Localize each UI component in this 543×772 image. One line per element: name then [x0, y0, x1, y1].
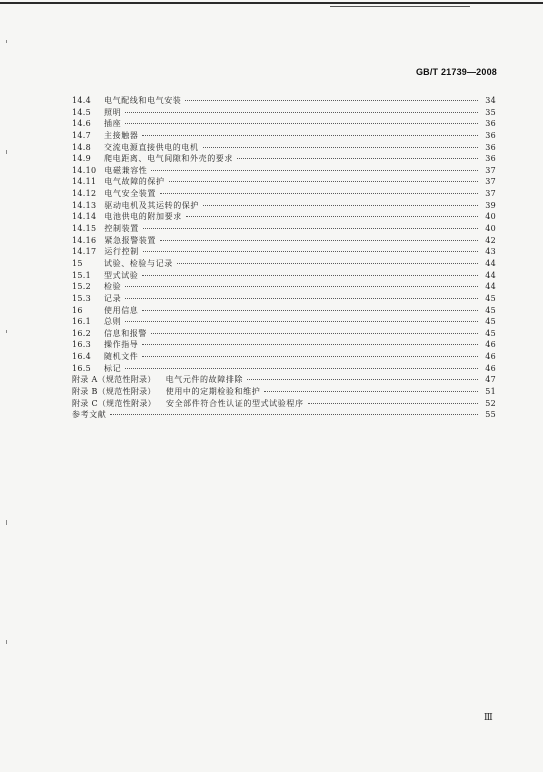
toc-entry-page: 51	[485, 387, 496, 397]
toc-dot-leader	[177, 255, 478, 264]
toc-entry-number: 14.12	[72, 189, 97, 199]
top-border-rule	[0, 2, 543, 4]
toc-entry-number: 16.1	[72, 317, 92, 327]
toc-entry-title: 电气元件的故障排除	[165, 375, 244, 385]
toc-entry-number: 15.3	[72, 293, 92, 303]
toc-entry-page: 45	[485, 305, 496, 315]
toc-dot-leader	[143, 220, 478, 229]
toc-entry-title: 使用信息	[104, 305, 139, 315]
toc-entry-title: 插座	[104, 119, 122, 129]
toc-entry-number: 14.8	[72, 142, 92, 152]
toc-dot-leader	[169, 173, 478, 182]
toc-entry[interactable]	[72, 408, 496, 420]
top-border-rule-secondary	[330, 6, 470, 7]
scan-edge-mark	[6, 40, 7, 43]
toc-entry-page: 45	[485, 317, 496, 327]
toc-entry-number: 附录 C（规范性附录）	[72, 398, 156, 408]
toc-entry-title: 使用中的定期检验和维护	[165, 387, 261, 397]
toc-entry-page: 52	[485, 398, 496, 408]
toc-entry-title: 照明	[104, 107, 122, 117]
toc-entry-page: 37	[485, 189, 496, 199]
toc-entry-page: 46	[485, 363, 496, 373]
toc-entry-title: 主接触器	[104, 130, 139, 140]
scan-edge-mark	[6, 640, 7, 644]
toc-entry-page: 43	[485, 247, 496, 257]
toc-entry-number: 14.4	[72, 96, 92, 105]
toc-entry-title: 随机文件	[104, 352, 139, 362]
toc-entry-title: 安全部件符合性认证的型式试验程序	[165, 398, 304, 408]
toc-entry-number: 14.6	[72, 119, 92, 129]
toc-dot-leader	[110, 406, 478, 415]
toc-dot-leader	[125, 104, 478, 113]
toc-entry-title: 电气故障的保护	[104, 177, 165, 187]
toc-entry-title: 型式试验	[104, 270, 139, 280]
toc-dot-leader	[142, 127, 478, 136]
toc-entry-page: 35	[485, 107, 496, 117]
toc-entry-title: 电磁兼容性	[104, 165, 148, 175]
toc-entry-title: 检验	[104, 282, 122, 292]
toc-entry-number: 附录 A（规范性附录）	[72, 375, 156, 385]
toc-dot-leader	[143, 243, 478, 252]
toc-dot-leader	[237, 150, 478, 159]
toc-entry-number: 14.9	[72, 154, 92, 164]
toc-entry-title: 电池供电的附加要求	[104, 212, 182, 222]
toc-entry-title: 信息和报警	[104, 328, 147, 338]
toc-entry-number: 16.5	[72, 363, 92, 373]
toc-entry-title: 总则	[104, 317, 122, 327]
scan-edge-mark	[6, 150, 7, 154]
toc-dot-leader	[125, 313, 478, 322]
toc-dot-leader	[151, 162, 478, 171]
toc-dot-leader	[186, 208, 478, 217]
toc-entry-number: 14.15	[72, 224, 97, 234]
toc-entry-title: 试验、检验与记录	[104, 258, 173, 268]
toc-dot-leader	[142, 302, 478, 311]
toc-entry-page: 40	[485, 224, 496, 234]
toc-entry-page: 44	[485, 258, 496, 268]
toc-entry-page: 44	[485, 282, 496, 292]
toc-entry-page: 45	[485, 293, 496, 303]
toc-entry-number: 15	[72, 258, 83, 268]
toc-dot-leader	[125, 290, 478, 299]
toc-entry-title: 操作指导	[104, 340, 139, 350]
toc-dot-leader	[308, 395, 478, 404]
toc-dot-leader	[185, 92, 478, 101]
toc-entry-title: 标记	[104, 363, 122, 373]
toc-dot-leader	[203, 139, 478, 148]
table-of-contents	[72, 94, 496, 420]
toc-entry-page: 40	[485, 212, 496, 222]
toc-entry-page: 45	[485, 328, 496, 338]
toc-entry-page: 39	[485, 200, 496, 210]
toc-entry-title: 运行控制	[104, 247, 139, 257]
toc-entry-number: 15.1	[72, 270, 92, 280]
toc-entry-page: 46	[485, 352, 496, 362]
toc-entry-title: 参考文献	[72, 410, 107, 420]
toc-entry-number: 14.11	[72, 177, 97, 187]
toc-entry-page: 36	[485, 154, 496, 164]
toc-entry-number: 14.16	[72, 235, 97, 245]
standard-code: GB/T 21739—2008	[415, 67, 497, 77]
page-number: Ⅲ	[484, 713, 492, 723]
toc-dot-leader	[160, 185, 478, 194]
toc-entry-page: 47	[485, 375, 496, 385]
toc-entry-title: 电气配线和电气安装	[104, 96, 182, 105]
toc-dot-leader	[142, 267, 478, 276]
toc-dot-leader	[151, 325, 478, 334]
toc-entry-number: 16.3	[72, 340, 92, 350]
toc-entry-title: 电气安全装置	[104, 189, 157, 199]
toc-entry-number: 14.7	[72, 130, 92, 140]
toc-entry-number: 附录 B（规范性附录）	[72, 387, 156, 397]
toc-entry-title: 爬电距离、电气间隙和外壳的要求	[104, 154, 233, 164]
toc-dot-leader	[142, 348, 478, 357]
toc-entry-number: 16	[72, 305, 83, 315]
toc-entry-page: 42	[485, 235, 496, 245]
toc-entry-page: 44	[485, 270, 496, 280]
toc-entry-page: 36	[485, 119, 496, 129]
toc-entry-number: 14.5	[72, 107, 92, 117]
toc-dot-leader	[247, 371, 478, 380]
toc-dot-leader	[142, 336, 478, 345]
scan-edge-mark	[6, 520, 7, 525]
toc-entry-title: 交流电源直接供电的电机	[104, 142, 199, 152]
toc-dot-leader	[264, 383, 478, 392]
toc-entry-number: 16.2	[72, 328, 92, 338]
toc-entry-title: 记录	[104, 293, 122, 303]
toc-dot-leader	[203, 197, 478, 206]
toc-entry-page: 55	[485, 410, 496, 420]
toc-dot-leader	[125, 115, 478, 124]
toc-entry-page: 36	[485, 142, 496, 152]
toc-entry-number: 15.2	[72, 282, 92, 292]
toc-entry-number: 14.13	[72, 200, 97, 210]
toc-entry-title: 紧急报警装置	[104, 235, 157, 245]
scan-edge-mark	[6, 330, 7, 333]
toc-entry-page: 36	[485, 130, 496, 140]
toc-entry-number: 14.17	[72, 247, 97, 257]
toc-entry-page: 37	[485, 177, 496, 187]
toc-entry-number: 16.4	[72, 352, 92, 362]
toc-entry-page: 37	[485, 165, 496, 175]
toc-dot-leader	[160, 232, 478, 241]
toc-entry-number: 14.14	[72, 212, 97, 222]
toc-entry-page: 34	[485, 96, 496, 105]
toc-dot-leader	[125, 360, 478, 369]
toc-dot-leader	[125, 278, 478, 287]
toc-entry-title: 控制装置	[104, 224, 139, 234]
toc-entry-number: 14.10	[72, 165, 97, 175]
toc-entry-title: 驱动电机及其运转的保护	[104, 200, 200, 210]
toc-entry-page: 46	[485, 340, 496, 350]
